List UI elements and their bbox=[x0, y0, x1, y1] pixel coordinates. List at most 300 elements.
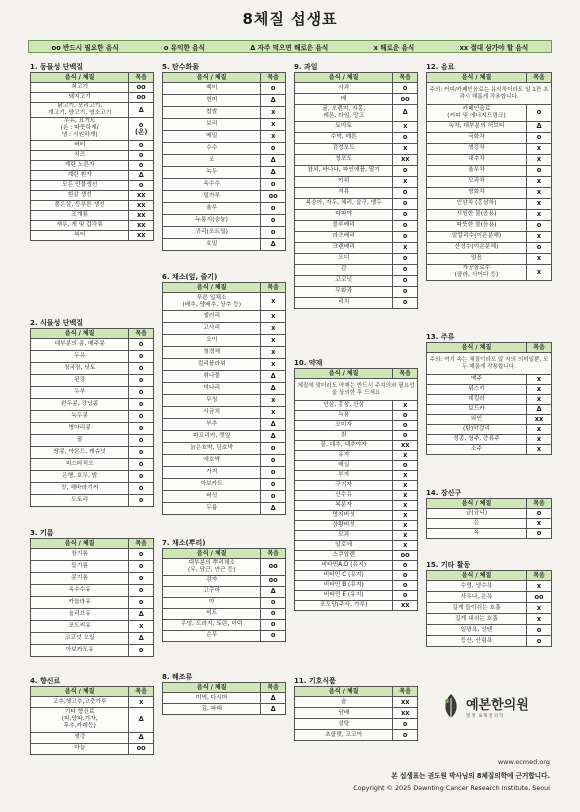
suitability-symbol: o bbox=[129, 549, 154, 561]
food-name: 포도당(주사, 가루) bbox=[295, 601, 393, 611]
table-row bbox=[295, 105, 418, 122]
suitability-symbol: o bbox=[129, 483, 154, 495]
table-row bbox=[31, 150, 154, 160]
suitability-symbol: x bbox=[393, 451, 418, 461]
food-name: 감 bbox=[295, 264, 393, 275]
food-name: 치즈 bbox=[31, 150, 129, 160]
section-title: 7. 채소(뿌리) bbox=[162, 539, 206, 547]
leaf-logo-icon bbox=[440, 692, 462, 720]
food-name: 취나물 bbox=[163, 371, 261, 383]
table-row bbox=[427, 264, 552, 281]
food-name: 은행, 호두, 밤 bbox=[31, 471, 129, 483]
table-row bbox=[295, 501, 418, 511]
table-header-row bbox=[295, 73, 418, 83]
suitability-symbol: xx bbox=[527, 415, 552, 425]
food-name: 검정포도 bbox=[295, 143, 393, 154]
food-name: 금(금니) bbox=[427, 509, 527, 519]
food-name: 석류 bbox=[295, 187, 393, 198]
food-name: 참외, 바나나, 파인애플, 딸기 bbox=[295, 165, 393, 176]
food-name: 시원한 물(음용) bbox=[427, 209, 527, 220]
source-note: 본 섭생표는 권도원 박사님의 8체질의학에 근거합니다. bbox=[391, 772, 550, 780]
table-row bbox=[31, 585, 154, 597]
table-row bbox=[31, 708, 154, 733]
suitability-symbol: x bbox=[261, 131, 286, 143]
food-name: 우유, 요거트 (온 : 따뜻하게/ 냉 : 시원하게) bbox=[31, 118, 129, 141]
table-row bbox=[163, 95, 286, 107]
food-name: 녹용 bbox=[295, 411, 393, 421]
suitability-symbol: o bbox=[393, 591, 418, 601]
food-name: 비타민 C (유지) bbox=[295, 571, 393, 581]
suitability-symbol: x bbox=[527, 231, 552, 242]
suitability-symbol: o bbox=[129, 363, 154, 375]
section-title: 8. 해조류 bbox=[162, 673, 193, 681]
section-seaweed bbox=[162, 672, 286, 715]
header-food: 음식 / 체질 bbox=[163, 683, 261, 693]
header-mokeum: 목음 bbox=[527, 343, 552, 353]
food-name: 아보카도유 bbox=[31, 645, 129, 657]
suitability-symbol: o bbox=[527, 529, 552, 539]
table-row bbox=[427, 231, 552, 242]
suitability-symbol: xx bbox=[393, 154, 418, 165]
table-row bbox=[427, 405, 552, 415]
table-row bbox=[163, 311, 286, 323]
table-row bbox=[427, 154, 552, 165]
table-row bbox=[295, 421, 418, 431]
table-row bbox=[31, 483, 154, 495]
suitability-symbol: Δ bbox=[261, 239, 286, 251]
suitability-symbol: o bbox=[527, 220, 552, 231]
table-row bbox=[31, 170, 154, 180]
food-table bbox=[30, 686, 154, 755]
suitability-symbol: oo bbox=[261, 575, 286, 586]
table-row bbox=[163, 155, 286, 167]
food-name: 쇠고기 bbox=[31, 83, 129, 93]
food-name: 라즈베리 bbox=[295, 231, 393, 242]
table-header-row bbox=[295, 369, 418, 379]
food-name: 일광욕, 선텐 bbox=[427, 625, 527, 636]
table-row bbox=[295, 165, 418, 176]
table-row bbox=[295, 253, 418, 264]
section-plant-protein bbox=[30, 318, 154, 507]
table-row bbox=[295, 275, 418, 286]
table-row bbox=[295, 561, 418, 571]
suitability-symbol: Δ bbox=[261, 167, 286, 179]
suitability-symbol: oo bbox=[129, 93, 154, 103]
suitability-symbol: oo bbox=[261, 559, 286, 576]
table-row bbox=[295, 264, 418, 275]
table-row bbox=[163, 191, 286, 203]
suitability-symbol: oo bbox=[261, 191, 286, 203]
suitability-symbol: xx bbox=[393, 708, 418, 719]
table-row bbox=[31, 190, 154, 200]
suitability-symbol: o bbox=[129, 573, 154, 585]
table-row bbox=[31, 375, 154, 387]
food-name: 국화차 bbox=[427, 132, 527, 143]
table-row bbox=[427, 395, 552, 405]
food-name: 올리브유 bbox=[31, 609, 129, 621]
food-name: 피스타치오 bbox=[31, 459, 129, 471]
suitability-symbol: Δ bbox=[261, 586, 286, 597]
suitability-symbol: o bbox=[393, 561, 418, 571]
website-url: www.ecmed.org bbox=[497, 758, 550, 766]
table-row bbox=[163, 575, 286, 586]
header-mokeum: 목음 bbox=[527, 499, 552, 509]
food-table bbox=[294, 72, 418, 309]
food-name: 옥수수유 bbox=[31, 585, 129, 597]
table-row bbox=[163, 608, 286, 619]
table-row bbox=[295, 154, 418, 165]
suitability-symbol: o bbox=[129, 447, 154, 459]
suitability-symbol: o bbox=[129, 387, 154, 399]
suitability-symbol: o bbox=[129, 160, 154, 170]
suitability-symbol: o bbox=[261, 179, 286, 191]
section-title: 10. 약재 bbox=[294, 359, 323, 367]
food-name: 병아리콩 bbox=[31, 423, 129, 435]
suitability-symbol: xx bbox=[129, 200, 154, 210]
suitability-symbol: x bbox=[393, 471, 418, 481]
table-row bbox=[163, 179, 286, 191]
suitability-symbol: o bbox=[393, 253, 418, 264]
suitability-symbol: oo bbox=[393, 94, 418, 105]
suitability-symbol: x bbox=[393, 501, 418, 511]
food-name: 콩기름 bbox=[31, 573, 129, 585]
clinic-name: 예본한의원 bbox=[466, 697, 529, 713]
header-mokeum: 목음 bbox=[527, 73, 552, 83]
suitability-symbol: x bbox=[393, 242, 418, 253]
table-row bbox=[163, 586, 286, 597]
suitability-symbol: x bbox=[527, 143, 552, 154]
section-spice bbox=[30, 676, 154, 755]
table-row bbox=[295, 187, 418, 198]
copyright-text: Copyright © 2025 Dawnting Cancer Research Institute, Seoul bbox=[353, 784, 550, 792]
table-row bbox=[295, 83, 418, 94]
food-name: 비트 bbox=[163, 608, 261, 619]
table-header-row bbox=[427, 73, 552, 83]
section-title: 4. 향신료 bbox=[30, 677, 61, 685]
food-table bbox=[426, 498, 552, 539]
food-name: 땅콩, 아몬드, 캐슈넛 bbox=[31, 447, 129, 459]
food-name: 대추차 bbox=[427, 154, 527, 165]
food-name: 고구마 bbox=[163, 586, 261, 597]
header-food: 음식 / 체질 bbox=[163, 73, 261, 83]
food-name: 참기름 bbox=[31, 549, 129, 561]
food-name: 돼지고기 bbox=[31, 93, 129, 103]
table-row bbox=[163, 323, 286, 335]
suitability-symbol: o bbox=[129, 585, 154, 597]
suitability-symbol: o bbox=[129, 140, 154, 150]
table-row bbox=[295, 481, 418, 491]
food-name: 김, 파래 bbox=[163, 704, 261, 715]
food-name: 청국장, 낫토 bbox=[31, 363, 129, 375]
suitability-symbol: x bbox=[527, 435, 552, 445]
suitability-symbol: o bbox=[261, 619, 286, 630]
table-row bbox=[163, 107, 286, 119]
food-name: 산수유 bbox=[295, 491, 393, 501]
section-title: 1. 동물성 단백질 bbox=[30, 63, 83, 71]
food-name: 생강차 bbox=[427, 143, 527, 154]
table-row bbox=[31, 230, 154, 240]
food-name: 들기름 bbox=[31, 561, 129, 573]
table-row bbox=[163, 395, 286, 407]
table-row bbox=[163, 559, 286, 576]
suitability-symbol: xx bbox=[393, 697, 418, 708]
food-table bbox=[30, 538, 154, 657]
table-header-row bbox=[163, 283, 286, 293]
suitability-symbol: x bbox=[261, 311, 286, 323]
suitability-symbol: Δ bbox=[527, 405, 552, 415]
page-title: 8체질 섭생표 bbox=[242, 10, 338, 28]
table-row bbox=[295, 511, 418, 521]
table-row bbox=[31, 697, 154, 708]
table-row bbox=[295, 297, 418, 308]
suitability-symbol: x bbox=[527, 198, 552, 209]
food-name: 복숭아, 자두, 체리, 살구, 앵두 bbox=[295, 198, 393, 209]
food-name: 아보카도 bbox=[163, 479, 261, 491]
suitability-symbol: x bbox=[527, 519, 552, 529]
food-name: 비타민 E (유지) bbox=[295, 591, 393, 601]
suitability-symbol: x bbox=[261, 359, 286, 371]
suitability-symbol: x bbox=[129, 621, 154, 633]
suitability-symbol: o bbox=[129, 561, 154, 573]
note-row bbox=[295, 379, 418, 401]
section-title: 6. 채소(잎, 줄기) bbox=[162, 273, 218, 281]
food-name: 카페인음료 (커피 및 에너지드링크) bbox=[427, 105, 527, 122]
food-name: 모과차 bbox=[427, 176, 527, 187]
header-food: 음식 / 체질 bbox=[295, 73, 393, 83]
suitability-symbol: Δ bbox=[261, 419, 286, 431]
table-row bbox=[163, 383, 286, 395]
food-table bbox=[426, 570, 552, 647]
food-name: 스쿠알렌 bbox=[295, 551, 393, 561]
table-row bbox=[163, 83, 286, 95]
section-fruit bbox=[294, 62, 418, 309]
table-row bbox=[163, 131, 286, 143]
table-row bbox=[31, 363, 154, 375]
section-animal-protein bbox=[30, 62, 154, 241]
header-mokeum: 목음 bbox=[261, 549, 286, 559]
table-header-row bbox=[31, 687, 154, 697]
table-row bbox=[163, 293, 286, 311]
suitability-symbol: x bbox=[261, 335, 286, 347]
food-name: 상황버섯 bbox=[295, 521, 393, 531]
suitability-symbol: Δ bbox=[261, 383, 286, 395]
suitability-symbol: o bbox=[393, 421, 418, 431]
food-name: 율무차 bbox=[427, 165, 527, 176]
food-name: 늙은호박, 단호박 bbox=[163, 443, 261, 455]
table-row bbox=[163, 407, 286, 419]
suitability-symbol: o bbox=[261, 479, 286, 491]
food-name: 현미 bbox=[163, 95, 261, 107]
suitability-symbol: x bbox=[527, 264, 552, 281]
food-name: 흰살 생선 bbox=[31, 190, 129, 200]
header-food: 음식 / 체질 bbox=[427, 73, 527, 83]
suitability-symbol: o bbox=[393, 581, 418, 591]
suitability-symbol: o bbox=[261, 203, 286, 215]
food-name: 꿀, 대추, 대추야자 bbox=[295, 441, 393, 451]
suitability-symbol: x bbox=[261, 119, 286, 131]
food-name: 코코넛 오일 bbox=[31, 633, 129, 645]
suitability-symbol: o bbox=[261, 455, 286, 467]
table-row bbox=[295, 491, 418, 501]
food-name: 알로에 bbox=[295, 541, 393, 551]
food-name: 코코넛 bbox=[295, 275, 393, 286]
food-name: 영지버섯 bbox=[295, 511, 393, 521]
table-row bbox=[163, 215, 286, 227]
table-row bbox=[31, 447, 154, 459]
food-name: 푸른 잎채소 (배추, 양배추, 상추 등) bbox=[163, 293, 261, 311]
food-name: 수영, 냉수욕 bbox=[427, 581, 527, 592]
suitability-symbol: x bbox=[393, 143, 418, 154]
table-row bbox=[31, 573, 154, 585]
table-header-row bbox=[31, 329, 154, 339]
table-row bbox=[295, 411, 418, 421]
food-table bbox=[30, 72, 154, 241]
suitability-symbol: o bbox=[261, 467, 286, 479]
food-table bbox=[294, 368, 418, 611]
food-name: 부자 bbox=[295, 471, 393, 481]
food-name: 유자 bbox=[295, 451, 393, 461]
suitability-symbol: o bbox=[393, 231, 418, 242]
food-name: 메밀 bbox=[163, 131, 261, 143]
food-name: 길게 들이쉬는 호흡 bbox=[427, 603, 527, 614]
table-row bbox=[163, 203, 286, 215]
food-name: 복분자 bbox=[295, 501, 393, 511]
header-mokeum: 목음 bbox=[129, 329, 154, 339]
suitability-symbol: x bbox=[527, 154, 552, 165]
suitability-symbol: x bbox=[261, 407, 286, 419]
table-row bbox=[295, 121, 418, 132]
table-header-row bbox=[427, 343, 552, 353]
food-name: 토마토 bbox=[295, 121, 393, 132]
table-row bbox=[31, 495, 154, 507]
food-name: 따뜻한 물(음용) bbox=[427, 220, 527, 231]
suitability-symbol: o bbox=[393, 297, 418, 308]
food-name: 조 bbox=[163, 155, 261, 167]
suitability-symbol: o bbox=[129, 375, 154, 387]
header-mokeum: 목음 bbox=[527, 571, 552, 581]
clinic-subtitle: 열정 8체질의학 bbox=[466, 713, 505, 719]
table-row bbox=[31, 118, 154, 141]
table-row bbox=[427, 220, 552, 231]
food-name: 완두콩, 강낭콩 bbox=[31, 399, 129, 411]
suitability-symbol: oo bbox=[129, 743, 154, 754]
suitability-symbol: o bbox=[129, 150, 154, 160]
suitability-symbol: o bbox=[261, 443, 286, 455]
food-name: 찹쌀 bbox=[163, 107, 261, 119]
suitability-symbol: o bbox=[129, 495, 154, 507]
table-row bbox=[295, 730, 418, 741]
section-oil bbox=[30, 528, 154, 657]
suitability-symbol: o bbox=[527, 242, 552, 253]
suitability-symbol: x bbox=[261, 107, 286, 119]
suitability-symbol: o bbox=[261, 491, 286, 503]
table-row bbox=[295, 431, 418, 441]
table-header-row bbox=[31, 73, 154, 83]
suitability-symbol: o bbox=[129, 459, 154, 471]
suitability-symbol: x bbox=[261, 395, 286, 407]
food-name: 버섯 bbox=[163, 491, 261, 503]
table-row bbox=[295, 143, 418, 154]
header-food: 음식 / 체질 bbox=[163, 283, 261, 293]
table-row bbox=[31, 459, 154, 471]
section-alcohol bbox=[426, 332, 552, 455]
suitability-symbol: Δ bbox=[129, 732, 154, 743]
table-row bbox=[427, 132, 552, 143]
table-row bbox=[427, 198, 552, 209]
suitability-symbol: o bbox=[393, 165, 418, 176]
table-row bbox=[427, 529, 552, 539]
table-row bbox=[163, 467, 286, 479]
suitability-symbol: o bbox=[129, 435, 154, 447]
food-name: 두부 bbox=[31, 387, 129, 399]
table-row bbox=[31, 549, 154, 561]
header-food: 음식 / 체질 bbox=[31, 539, 129, 549]
food-name: 길게 내쉬는 호흡 bbox=[427, 614, 527, 625]
table-row bbox=[163, 335, 286, 347]
section-beverage bbox=[426, 62, 552, 281]
table-row bbox=[163, 443, 286, 455]
suitability-symbol: o bbox=[129, 339, 154, 351]
food-name: 맥주 bbox=[427, 375, 527, 385]
table-row bbox=[163, 371, 286, 383]
header-food: 음식 / 체질 bbox=[31, 329, 129, 339]
table-row bbox=[295, 231, 418, 242]
food-name: 모든 민물생선 bbox=[31, 180, 129, 190]
food-name: 시금치 bbox=[163, 407, 261, 419]
section-title: 3. 기름 bbox=[30, 529, 54, 537]
food-name: 도토리 bbox=[31, 495, 129, 507]
table-row bbox=[295, 581, 418, 591]
suitability-symbol: Δ bbox=[129, 609, 154, 621]
table-row bbox=[427, 176, 552, 187]
table-header-row bbox=[295, 687, 418, 697]
suitability-symbol: o bbox=[393, 209, 418, 220]
section-carbohydrate bbox=[162, 62, 286, 251]
food-name: 알칼리수(이온분해) bbox=[427, 231, 527, 242]
food-name: 카놀라유 bbox=[31, 597, 129, 609]
food-name: 모과 bbox=[295, 531, 393, 541]
suitability-symbol: Δ bbox=[129, 708, 154, 733]
food-name: 포도씨유 bbox=[31, 621, 129, 633]
food-name: 새우, 게 및 갑각류 bbox=[31, 220, 129, 230]
suitability-symbol: x bbox=[393, 176, 418, 187]
food-name: 키위 bbox=[295, 176, 393, 187]
suitability-symbol: o bbox=[261, 215, 286, 227]
suitability-symbol: x bbox=[393, 541, 418, 551]
table-row bbox=[163, 167, 286, 179]
food-name: 마늘 bbox=[31, 743, 129, 754]
table-row bbox=[163, 693, 286, 704]
table-row bbox=[295, 198, 418, 209]
food-name: 녹두콩 bbox=[31, 411, 129, 423]
table-row bbox=[163, 479, 286, 491]
suitability-symbol: x bbox=[527, 375, 552, 385]
suitability-symbol: x bbox=[527, 187, 552, 198]
suitability-symbol: o bbox=[393, 275, 418, 286]
food-name: 칡 bbox=[295, 431, 393, 441]
header-food: 음식 / 체질 bbox=[295, 369, 393, 379]
suitability-symbol: o bbox=[393, 461, 418, 471]
suitability-symbol: x bbox=[527, 603, 552, 614]
section-title: 9. 과일 bbox=[294, 63, 318, 71]
header-food: 음식 / 체질 bbox=[427, 499, 527, 509]
food-name: 셀러리 bbox=[163, 311, 261, 323]
suitability-symbol: Δ bbox=[129, 633, 154, 645]
suitability-symbol: Δ bbox=[129, 103, 154, 118]
food-name: 크랜베리 bbox=[295, 242, 393, 253]
table-row bbox=[295, 591, 418, 601]
table-row bbox=[295, 471, 418, 481]
